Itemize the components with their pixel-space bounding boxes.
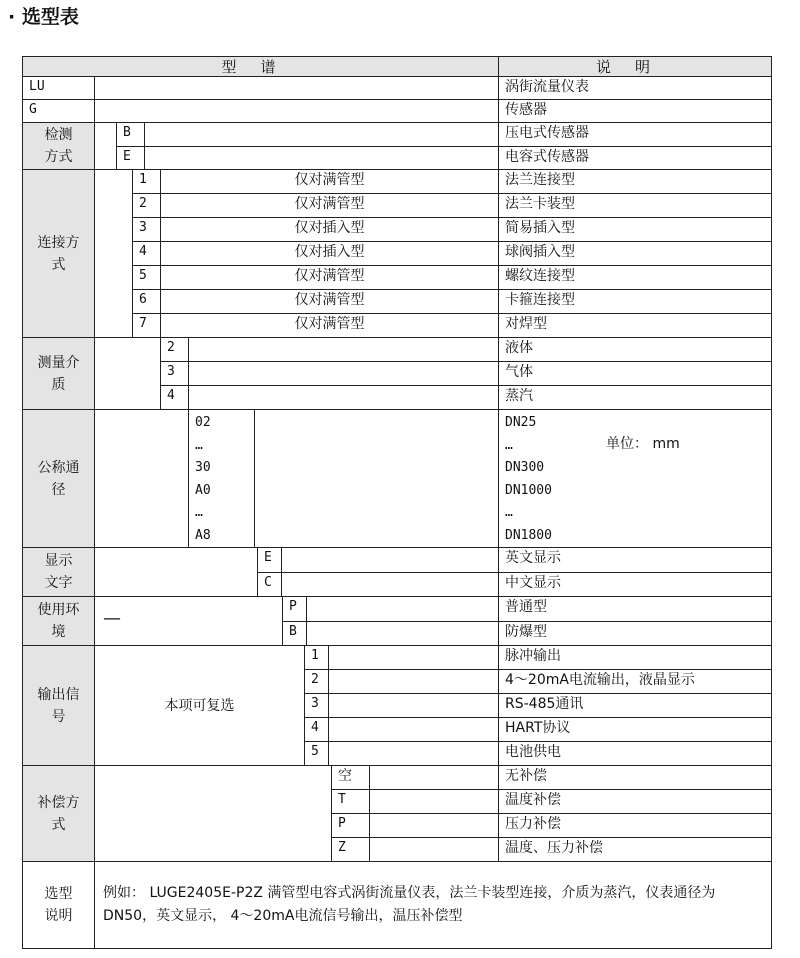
- nominal-desc: DN1000: [505, 482, 552, 498]
- nominal-desc: DN25: [505, 415, 537, 430]
- nominal-code: …: [195, 437, 203, 453]
- label-display: 显示 文字: [23, 548, 95, 597]
- desc-connect-1: 法兰连接型: [499, 170, 771, 194]
- blank-cell: [282, 548, 499, 573]
- code-medium-4: 4: [161, 386, 189, 410]
- blank-cell: [95, 77, 499, 100]
- spacer: [95, 338, 161, 410]
- blank-cell: [189, 338, 499, 362]
- label-nominal: 公称通 径: [23, 410, 95, 548]
- label-env: 使用环 境: [23, 597, 95, 646]
- desc-comp-t: 温度补偿: [499, 790, 771, 814]
- blank-cell: [329, 646, 499, 670]
- code-detect-b: B: [117, 123, 145, 147]
- desc-detect-e: 电容式传感器: [499, 147, 771, 170]
- desc-comp-none: 无补偿: [499, 766, 771, 790]
- code-connect-1: 1: [133, 170, 161, 194]
- code-detect-e: E: [117, 147, 145, 170]
- nominal-desc: DN1800: [505, 527, 552, 543]
- note-connect-1: 仅对满管型: [161, 170, 499, 194]
- desc-display-e: 英文显示: [499, 548, 771, 573]
- spacer: [95, 410, 189, 548]
- page-title: · 选型表: [8, 6, 79, 28]
- blank-cell: [307, 597, 499, 622]
- desc-detect-b: 压电式传感器: [499, 123, 771, 147]
- desc-connect-7: 对焊型: [499, 314, 771, 338]
- desc-output-1: 脉冲输出: [499, 646, 771, 670]
- unit-note: 单位： mm: [606, 436, 680, 452]
- desc-output-5: 电池供电: [499, 742, 771, 766]
- blank-cell: [189, 386, 499, 410]
- label-output: 输出信 号: [23, 646, 95, 766]
- desc-output-2: 4～20mA电流输出，液晶显示: [499, 670, 771, 694]
- header-model: 型谱: [23, 57, 499, 77]
- blank-cell: [255, 410, 499, 548]
- label-example: 选型 说明: [23, 862, 95, 948]
- code-medium-3: 3: [161, 362, 189, 386]
- spacer: [95, 123, 117, 170]
- note-connect-2: 仅对满管型: [161, 194, 499, 218]
- code-output-2: 2: [305, 670, 329, 694]
- nominal-code-list: [189, 410, 255, 548]
- nominal-code: 02: [195, 415, 211, 430]
- nominal-code: A8: [195, 527, 211, 543]
- blank-cell: [95, 100, 499, 123]
- desc-output-3: RS-485通讯: [499, 694, 771, 718]
- code-display-c: C: [258, 573, 282, 597]
- output-note: 本项可复选: [95, 646, 305, 766]
- note-connect-4: 仅对插入型: [161, 242, 499, 266]
- nominal-code: 30: [195, 460, 211, 475]
- code-comp-none: 空: [332, 766, 370, 790]
- env-dash: —: [95, 597, 283, 646]
- blank-cell: [329, 742, 499, 766]
- code-connect-3: 3: [133, 218, 161, 242]
- nominal-desc-list: [499, 410, 771, 548]
- label-comp: 补偿方 式: [23, 766, 95, 862]
- code-connect-4: 4: [133, 242, 161, 266]
- desc-env-p: 普通型: [499, 597, 771, 622]
- code-medium-2: 2: [161, 338, 189, 362]
- code-connect-2: 2: [133, 194, 161, 218]
- desc-lu: 涡街流量仪表: [499, 77, 771, 100]
- spacer: [95, 766, 332, 862]
- code-connect-7: 7: [133, 314, 161, 338]
- desc-medium-2: 液体: [499, 338, 771, 362]
- label-medium: 测量介 质: [23, 338, 95, 410]
- note-connect-5: 仅对满管型: [161, 266, 499, 290]
- note-connect-3: 仅对插入型: [161, 218, 499, 242]
- desc-env-b: 防爆型: [499, 622, 771, 646]
- desc-medium-4: 蒸汽: [499, 386, 771, 410]
- code-comp-p: P: [332, 814, 370, 838]
- nominal-desc: DN300: [505, 460, 545, 475]
- code-env-b: B: [283, 622, 307, 646]
- blank-cell: [329, 694, 499, 718]
- blank-cell: [307, 622, 499, 646]
- code-display-e: E: [258, 548, 282, 573]
- code-output-5: 5: [305, 742, 329, 766]
- nominal-desc: …: [505, 505, 513, 520]
- blank-cell: [282, 573, 499, 597]
- note-connect-6: 仅对满管型: [161, 290, 499, 314]
- desc-connect-3: 简易插入型: [499, 218, 771, 242]
- spacer: [95, 548, 258, 597]
- blank-cell: [329, 670, 499, 694]
- blank-cell: [370, 814, 499, 838]
- blank-cell: [145, 147, 499, 170]
- code-comp-t: T: [332, 790, 370, 814]
- nominal-code: …: [195, 505, 203, 520]
- desc-connect-4: 球阀插入型: [499, 242, 771, 266]
- code-connect-6: 6: [133, 290, 161, 314]
- label-connect: 连接方 式: [23, 170, 95, 338]
- note-connect-7: 仅对满管型: [161, 314, 499, 338]
- blank-cell: [145, 123, 499, 147]
- desc-output-4: HART协议: [499, 718, 771, 742]
- example-text: 例如： LUGE2405E-P2Z 满管型电容式涡街流量仪表，法兰卡装型连接，介质为蒸汽，仪表通径为DN50，英文显示， 4～20mA电流信号输出，温压补偿型: [103, 885, 716, 924]
- blank-cell: [370, 766, 499, 790]
- desc-g: 传感器: [499, 100, 771, 123]
- code-lu: LU: [23, 77, 95, 100]
- desc-medium-3: 气体: [499, 362, 771, 386]
- blank-cell: [329, 718, 499, 742]
- code-connect-5: 5: [133, 266, 161, 290]
- blank-cell: [370, 838, 499, 862]
- blank-cell: [370, 790, 499, 814]
- label-detect: 检测 方式: [23, 123, 95, 170]
- desc-comp-p: 压力补偿: [499, 814, 771, 838]
- code-output-4: 4: [305, 718, 329, 742]
- nominal-code: A0: [195, 482, 211, 498]
- desc-connect-2: 法兰卡装型: [499, 194, 771, 218]
- spacer: [95, 170, 133, 338]
- header-description: 说明: [499, 57, 771, 77]
- desc-display-c: 中文显示: [499, 573, 771, 597]
- code-comp-z: Z: [332, 838, 370, 862]
- desc-comp-z: 温度、压力补偿: [499, 838, 771, 862]
- desc-connect-6: 卡箍连接型: [499, 290, 771, 314]
- nominal-desc: …: [505, 437, 513, 453]
- code-output-3: 3: [305, 694, 329, 718]
- blank-cell: [189, 362, 499, 386]
- code-env-p: P: [283, 597, 307, 622]
- code-g: G: [23, 100, 95, 123]
- code-output-1: 1: [305, 646, 329, 670]
- desc-connect-5: 螺纹连接型: [499, 266, 771, 290]
